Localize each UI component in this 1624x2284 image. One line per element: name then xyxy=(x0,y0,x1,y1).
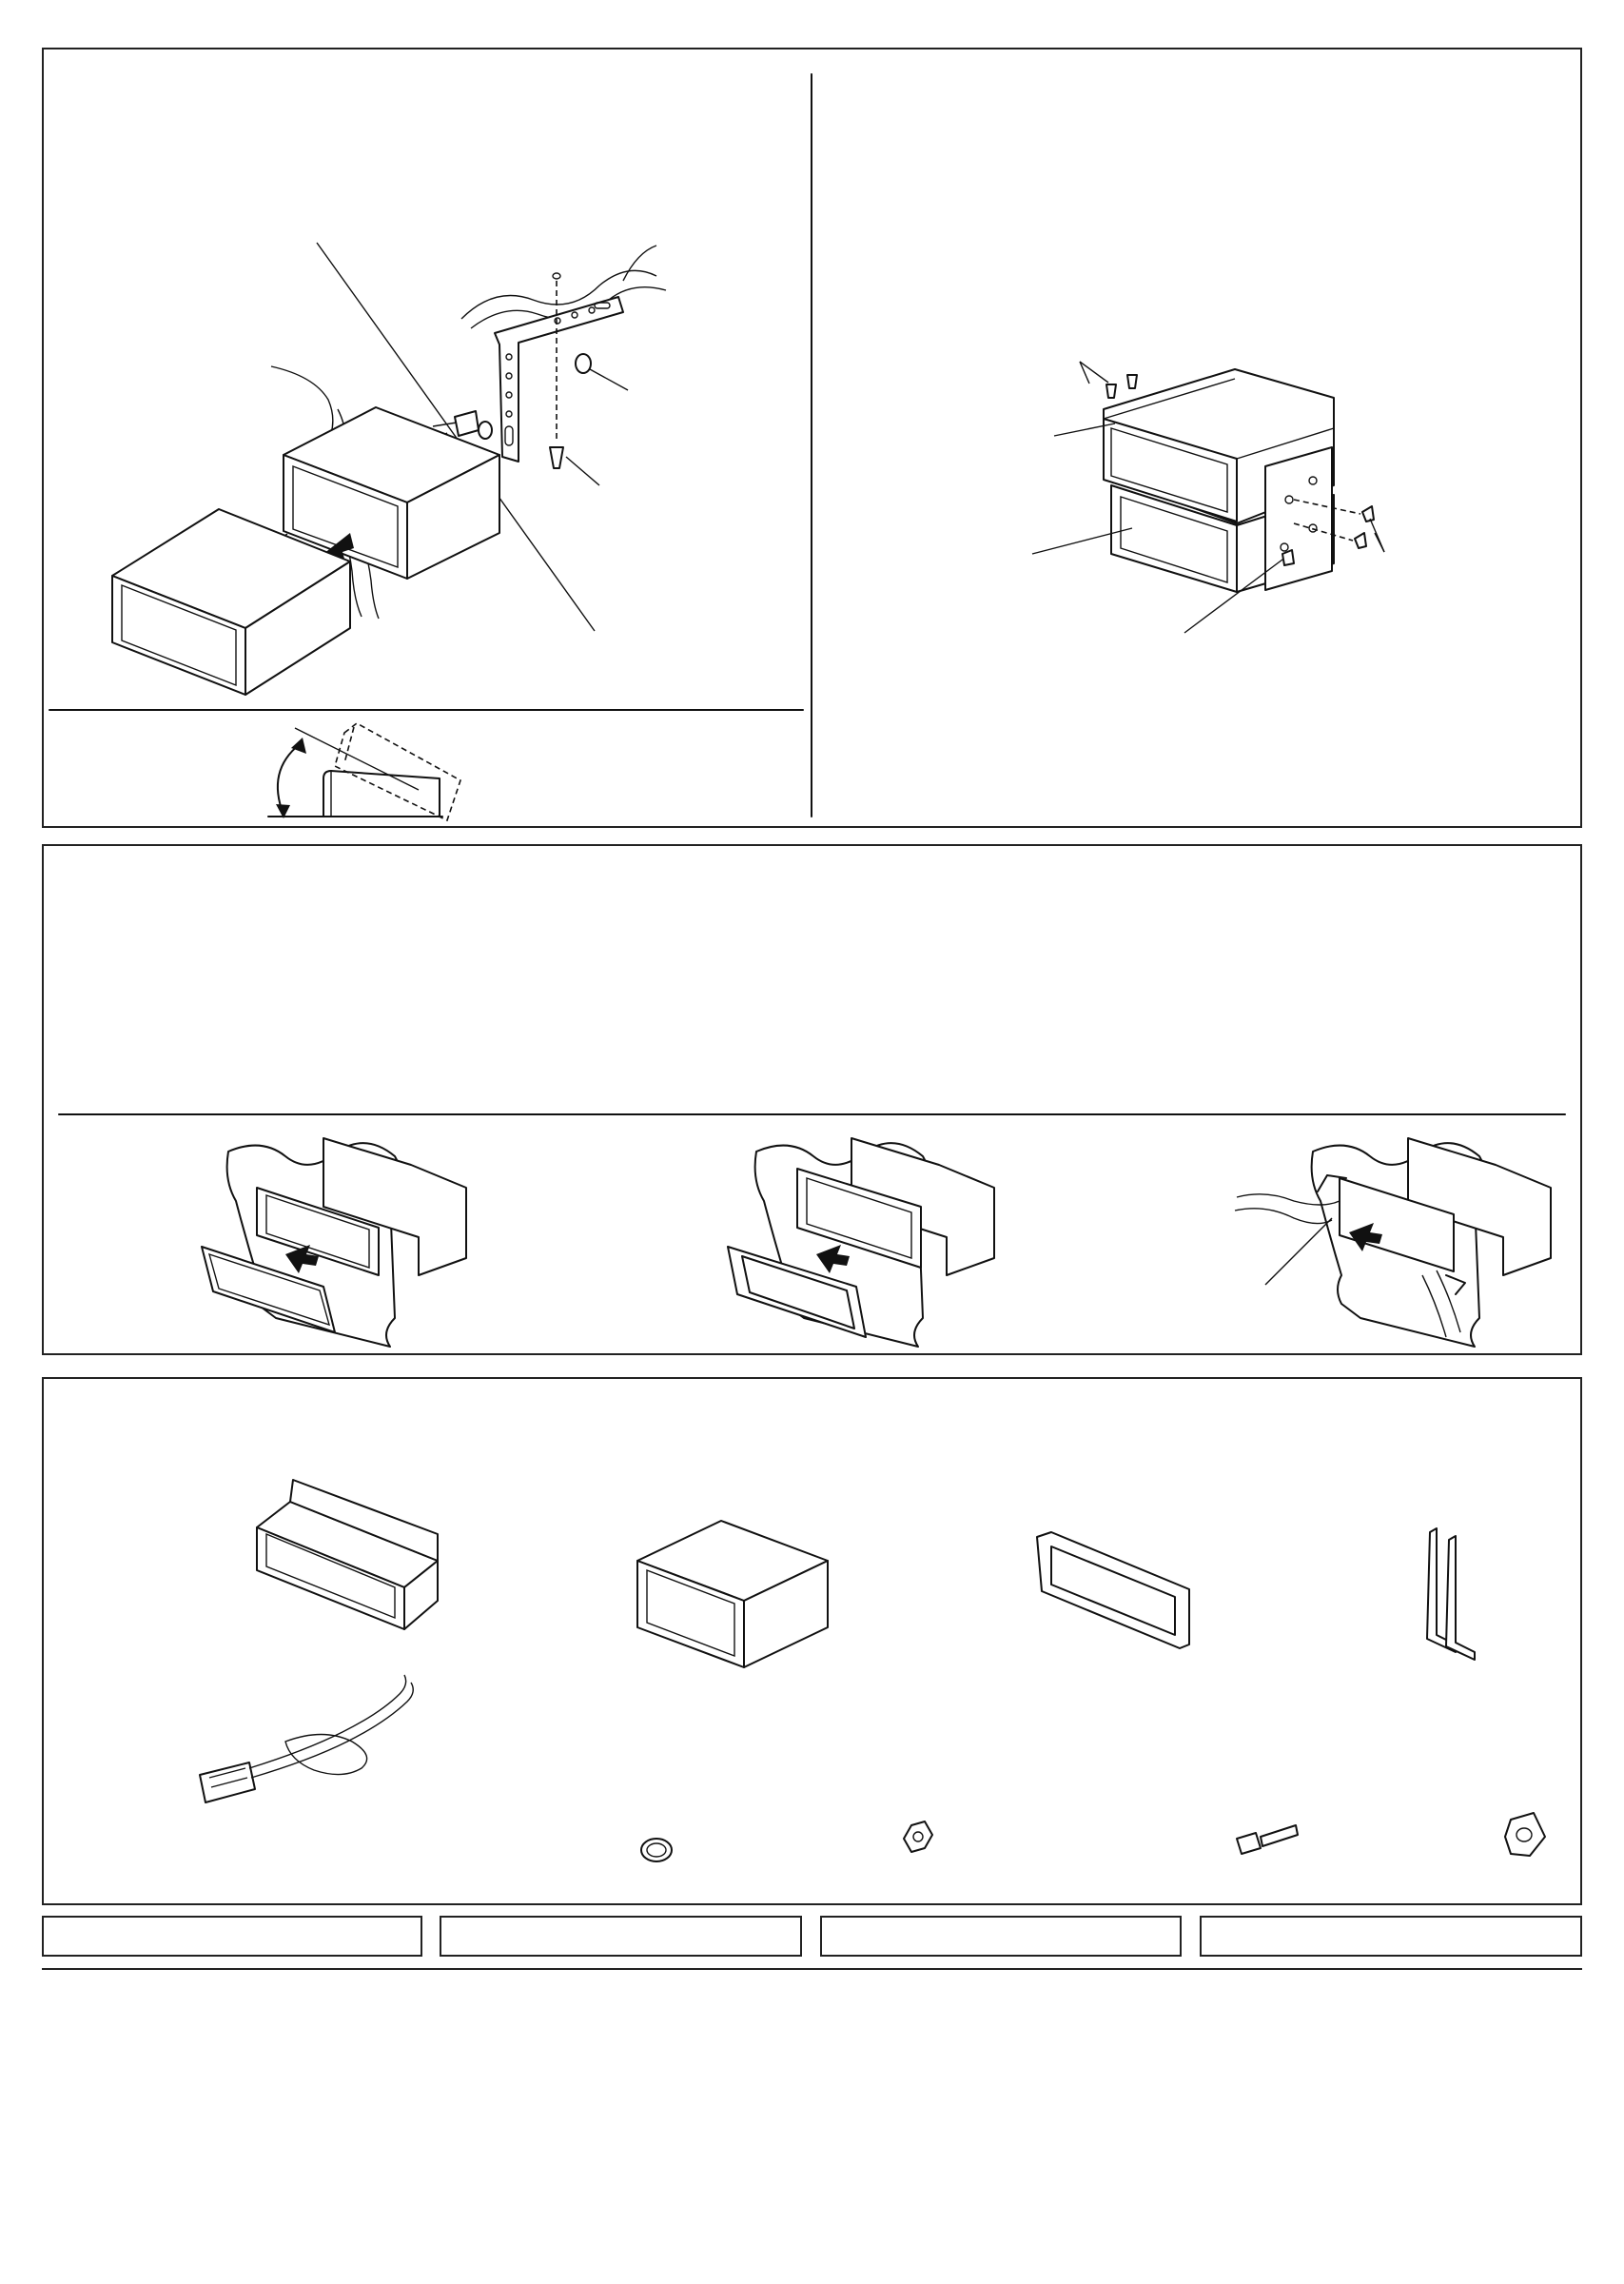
removal-step-3-illustration xyxy=(1235,1138,1551,1347)
removal-step-1-illustration xyxy=(202,1138,466,1347)
handles-illustration xyxy=(1427,1528,1475,1660)
washer-illustration xyxy=(641,1839,672,1861)
removal-step-2-illustration xyxy=(728,1138,994,1347)
sleeve-illustration xyxy=(637,1521,828,1667)
screw-callout xyxy=(550,447,563,468)
in-dash-mounting-illustration xyxy=(112,243,666,695)
mounting-bracket xyxy=(495,297,623,462)
angle-adjust-illustration xyxy=(268,723,460,820)
rubber-cushion-illustration xyxy=(1505,1813,1545,1856)
lock-nut-illustration xyxy=(904,1821,932,1852)
power-cord-illustration xyxy=(200,1675,413,1802)
stacked-mounting-illustration xyxy=(1032,362,1384,633)
trim-plate-illustration xyxy=(1037,1532,1189,1648)
lock-nut-callout xyxy=(576,354,591,373)
carrying-case-illustration xyxy=(257,1480,438,1629)
mounting-bolt-illustration xyxy=(1237,1825,1298,1854)
